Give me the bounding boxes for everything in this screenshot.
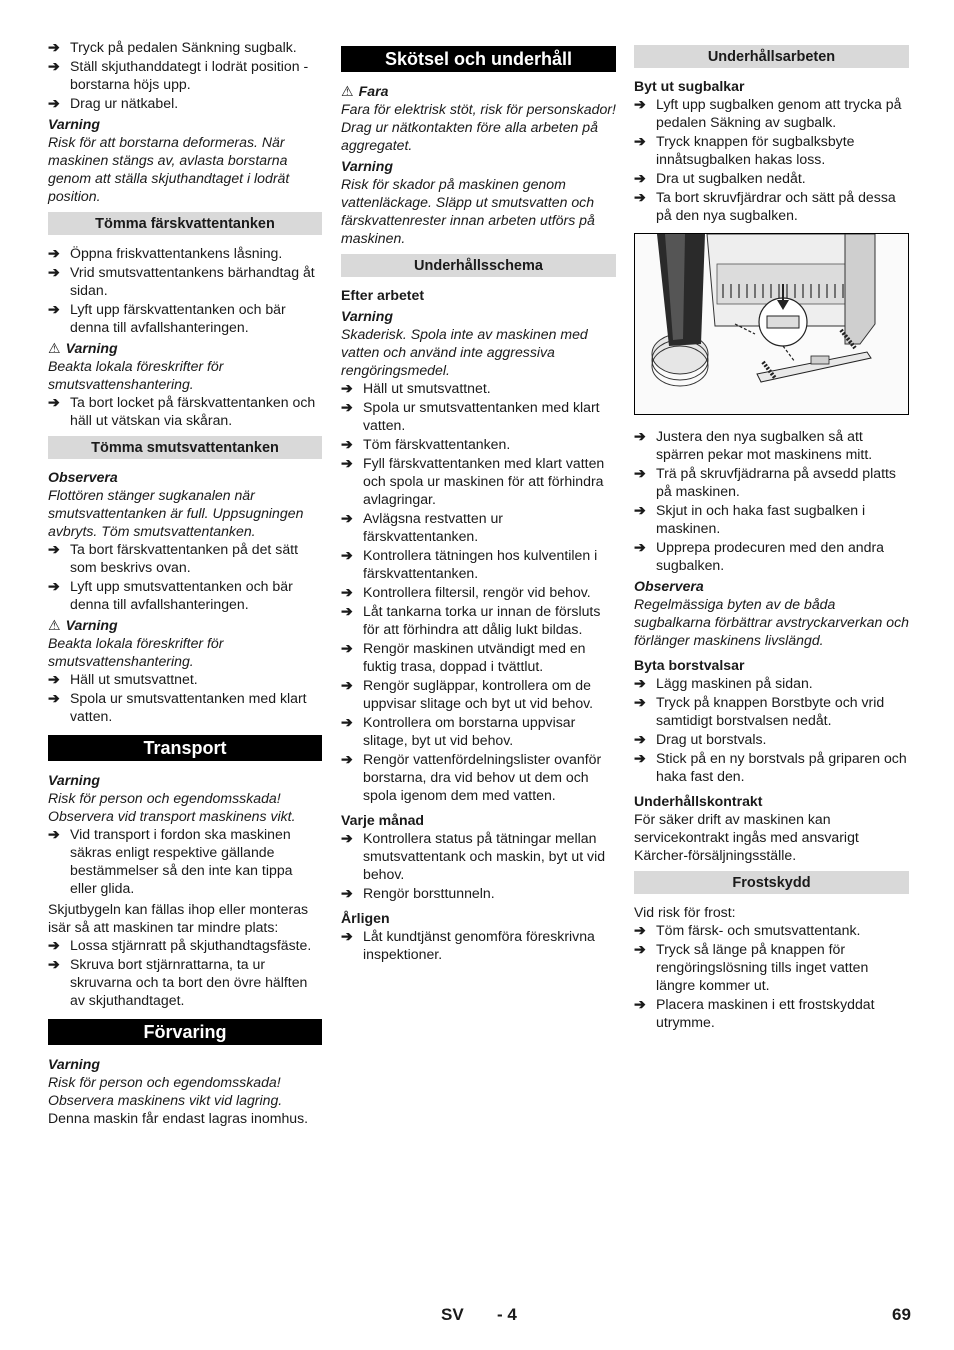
- arrow-right-icon: ➔: [48, 690, 60, 706]
- list-item-text: Lossa stjärnratt på skjuthandtagsfäste.: [70, 937, 312, 953]
- warning-text: Risk för person och egendomsskada! Observera maskinens vikt vid lagring.: [48, 1074, 283, 1108]
- list-item-text: Ta bort locket på färskvattentanken och häll ut vätskan via skåran.: [70, 394, 316, 428]
- arrow-right-icon: ➔: [341, 380, 353, 396]
- warning-heading: [48, 339, 322, 357]
- subheading-replace-squeegee: Byt ut sugbalkar: [634, 78, 745, 94]
- list-item: [634, 132, 909, 168]
- list-item-text: Rengör maskinen utvändigt med en fuktig trasa, doppad i tvättlut.: [363, 640, 586, 674]
- section-heading-schedule: Underhållsschema: [341, 254, 616, 277]
- footer-page-number: 69: [892, 1305, 911, 1324]
- list-item: [634, 464, 909, 500]
- warning-triangle-icon: ⚠: [48, 617, 61, 633]
- subheading-after-work: Efter arbetet: [341, 287, 425, 303]
- note-text: Flottören stänger sugkanalen när smutsvattentanken är full. Uppsugningen avbryts. Töm smutsvattentanken.: [48, 487, 304, 539]
- list-item: [48, 689, 322, 725]
- list-item: [634, 995, 909, 1031]
- list-item: [48, 825, 322, 897]
- arrow-right-icon: ➔: [341, 510, 353, 526]
- frost-steps: [634, 921, 909, 1031]
- squeegee-illustration: [634, 233, 909, 415]
- arrow-right-icon: ➔: [634, 694, 646, 710]
- warning-heading: [48, 616, 322, 634]
- list-item: [341, 639, 616, 675]
- list-item: [634, 169, 909, 187]
- list-item-text: Stick på en ny borstvals på griparen och haka fast den.: [656, 750, 907, 784]
- list-item-text: Fyll färskvattentanken med klart vatten och spola ur maskinen för att förhindra avlagringar.: [363, 455, 605, 507]
- list-item: [48, 263, 322, 299]
- subheading-replace-brush: Byta borstvalsar: [634, 657, 745, 673]
- list-item-text: Avlägsna restvatten ur färskvattentanken.: [363, 510, 503, 544]
- list-item: [341, 927, 616, 963]
- warning-label: Varning: [341, 308, 393, 324]
- list-item-text: Tryck på knappen Borstbyte och vrid samtidigt borstvalsen nedåt.: [656, 694, 885, 728]
- intro-steps: [48, 38, 322, 112]
- arrow-right-icon: ➔: [341, 399, 353, 415]
- list-item: [634, 427, 909, 463]
- warning-triangle-icon: ⚠: [341, 83, 354, 99]
- arrow-right-icon: ➔: [48, 541, 60, 557]
- list-item-text: Trä på skruvfjädrarna på avsedd platts på maskinen.: [656, 465, 896, 499]
- list-item: [48, 244, 322, 262]
- list-item: [634, 538, 909, 574]
- after-work-steps: [341, 379, 616, 804]
- arrow-right-icon: ➔: [341, 547, 353, 563]
- list-item: [48, 94, 322, 112]
- list-item: [634, 940, 909, 994]
- arrow-right-icon: ➔: [48, 95, 60, 111]
- arrow-right-icon: ➔: [634, 96, 646, 112]
- list-item-text: Skruva bort stjärnrattarna, ta ur skruvarna och ta bort den övre hälften av skjuthandtaget.: [70, 956, 308, 1008]
- list-item-text: Lyft upp sugbalken genom att trycka på pedalen Säkning av sugbalk.: [656, 96, 902, 130]
- arrow-right-icon: ➔: [341, 830, 353, 846]
- list-item-text: Drag ur nätkabel.: [70, 95, 179, 111]
- list-item-text: Rengör vattenfördelningslister ovanför borstarna, dra vid behov ut dem och spola igenom dem med vatten.: [363, 751, 602, 803]
- list-item-text: Tryck på pedalen Sänkning sugbalk.: [70, 39, 297, 55]
- warning-text: Risk för att borstarna deformeras. När maskinen stängs av, avlasta borstarna genom att ställa skjuthandtaget i lodrät position.: [48, 134, 290, 204]
- list-item-text: Justera den nya sugbalken så att spärren pekar mot maskinens mitt.: [656, 428, 873, 462]
- list-item-text: Kontrollera tätningen hos kulventilen i färskvattentanken.: [363, 547, 598, 581]
- subheading-monthly: Varje månad: [341, 812, 425, 828]
- footer-page-sub: - 4: [497, 1305, 517, 1324]
- arrow-right-icon: ➔: [634, 539, 646, 555]
- arrow-right-icon: ➔: [634, 996, 646, 1012]
- arrow-right-icon: ➔: [634, 502, 646, 518]
- list-item-text: Ta bort färskvattentanken på det sätt som beskrivs ovan.: [70, 541, 298, 575]
- list-item: [341, 713, 616, 749]
- list-item: [48, 57, 322, 93]
- squeegee-steps-2: [634, 427, 909, 574]
- list-item-text: Kontrollera filtersil, rengör vid behov.: [363, 584, 591, 600]
- list-item-text: Kontrollera status på tätningar mellan smutsvattentank och maskin, byt ut vid behov.: [363, 830, 606, 882]
- arrow-right-icon: ➔: [634, 465, 646, 481]
- list-item-text: Lägg maskinen på sidan.: [656, 675, 813, 691]
- arrow-right-icon: ➔: [341, 751, 353, 767]
- section-heading-empty-dirty-water: Tömma smutsvattentanken: [48, 436, 322, 459]
- danger-text: Fara för elektrisk stöt, risk för personskador!: [341, 101, 616, 117]
- list-item-text: Låt tankarna torka ur innan de försluts för att förhindra att dålig lukt bildas.: [363, 603, 601, 637]
- arrow-right-icon: ➔: [48, 264, 60, 280]
- warning-label: Varning: [65, 340, 118, 356]
- squeegee-steps: [634, 95, 909, 224]
- list-item: [48, 955, 322, 1009]
- arrow-right-icon: ➔: [634, 750, 646, 766]
- list-item: [341, 676, 616, 712]
- list-item: [634, 921, 909, 939]
- arrow-right-icon: ➔: [48, 39, 60, 55]
- arrow-right-icon: ➔: [48, 245, 60, 261]
- list-item-text: Töm färsk- och smutsvattentank.: [656, 922, 861, 938]
- subheading-yearly: Årligen: [341, 910, 390, 926]
- warning-label: Varning: [48, 772, 100, 788]
- list-item-text: Skjut in och haka fast sugbalken i maskinen.: [656, 502, 866, 536]
- list-item: [634, 501, 909, 537]
- arrow-right-icon: ➔: [48, 937, 60, 953]
- list-item: [341, 546, 616, 582]
- arrow-right-icon: ➔: [341, 640, 353, 656]
- warning-label: Varning: [65, 617, 118, 633]
- list-item-text: Lyft upp smutsvattentanken och bär denna till avfallshanteringen.: [70, 578, 293, 612]
- arrow-right-icon: ➔: [341, 677, 353, 693]
- list-item: [341, 454, 616, 508]
- list-item-text: Vid transport i fordon ska maskinen säkras enligt respektive gällande bestämmelser så den inte kan tippa eller glida.: [70, 826, 293, 896]
- list-item-text: Kontrollera om borstarna uppvisar slitage, byt ut vid behov.: [363, 714, 576, 748]
- list-item: [341, 750, 616, 804]
- list-item: [634, 95, 909, 131]
- frost-text: Vid risk för frost:: [634, 904, 736, 920]
- arrow-right-icon: ➔: [48, 58, 60, 74]
- footer-language: SV: [441, 1305, 464, 1324]
- list-item-text: Spola ur smutsvattentanken med klart vatten.: [70, 690, 307, 724]
- warning-text: Risk för skador på maskinen genom vattenläckage. Släpp ut smutsvatten och färskvattenrester innan arbeten utförs på maskinen.: [341, 176, 595, 246]
- warning-label: Varning: [48, 116, 100, 132]
- list-item-text: Dra ut sugbalken nedåt.: [656, 170, 806, 186]
- list-item-text: Häll ut smutsvattnet.: [70, 671, 198, 687]
- list-item: [634, 188, 909, 224]
- list-item: [341, 435, 616, 453]
- section-heading-empty-fresh-water: Tömma färskvattentanken: [48, 212, 322, 235]
- arrow-right-icon: ➔: [341, 436, 353, 452]
- list-item-text: Tryck knappen för sugbalksbyte innåtsugbalken hakas loss.: [656, 133, 855, 167]
- danger-label: Fara: [358, 83, 389, 99]
- section-heading-frost: Frostskydd: [634, 871, 909, 894]
- list-item-text: Ta bort skruvfjärdrar och sätt på dessa på den nya sugbalken.: [656, 189, 896, 223]
- transport-steps-2: [48, 936, 322, 1009]
- list-item-text: Placera maskinen i ett frostskyddat utrymme.: [656, 996, 875, 1030]
- yearly-steps: [341, 927, 616, 963]
- arrow-right-icon: ➔: [48, 826, 60, 842]
- list-item: [48, 393, 322, 429]
- list-item-text: Häll ut smutsvattnet.: [363, 380, 491, 396]
- list-item-text: Rengör borsttunneln.: [363, 885, 495, 901]
- column-3: [634, 38, 909, 1032]
- list-item-text: Tryck så länge på knappen för rengöringslösning tills inget vatten längre kommer ut.: [656, 941, 869, 993]
- list-item-text: Lyft upp färskvattentanken och bär denna till avfallshanteringen.: [70, 301, 286, 335]
- subheading-service-contract: Underhållskontrakt: [634, 793, 763, 809]
- list-item-text: Spola ur smutsvattentanken med klart vatten.: [363, 399, 600, 433]
- list-item: [341, 602, 616, 638]
- brush-steps: [634, 674, 909, 785]
- list-item-text: Låt kundtjänst genomföra föreskrivna inspektioner.: [363, 928, 595, 962]
- warning-text: Skaderisk. Spola inte av maskinen med vatten och använd inte aggressiva rengöringsmedel.: [341, 326, 588, 378]
- list-item: [48, 577, 322, 613]
- list-item: [48, 936, 322, 954]
- warning-label: Varning: [341, 158, 393, 174]
- note-text: Regelmässiga byten av de båda sugbalkarna förbättrar avstryckarverkan och förlänger maskinens livslängd.: [634, 596, 909, 648]
- arrow-right-icon: ➔: [341, 455, 353, 471]
- arrow-right-icon: ➔: [634, 675, 646, 691]
- column-2: [341, 38, 616, 964]
- column-1: [48, 38, 322, 1127]
- fresh-water-steps: [48, 244, 322, 336]
- arrow-right-icon: ➔: [341, 928, 353, 944]
- list-item: [634, 674, 909, 692]
- section-heading-maintenance-work: Underhållsarbeten: [634, 45, 909, 68]
- warning-triangle-icon: ⚠: [48, 340, 61, 356]
- arrow-right-icon: ➔: [341, 584, 353, 600]
- list-item: [634, 749, 909, 785]
- warning-text: Beakta lokala föreskrifter för smutsvattenshantering.: [48, 358, 224, 392]
- arrow-right-icon: ➔: [48, 671, 60, 687]
- list-item: [48, 300, 322, 336]
- section-heading-transport: Transport: [48, 735, 322, 761]
- list-item: [48, 670, 322, 688]
- section-heading-care: Skötsel och underhåll: [341, 46, 616, 72]
- list-item-text: Drag ut borstvals.: [656, 731, 767, 747]
- arrow-right-icon: ➔: [634, 428, 646, 444]
- storage-text: Denna maskin får endast lagras inomhus.: [48, 1110, 309, 1126]
- transport-text: Skjutbygeln kan fällas ihop eller monteras isär så att maskinen tar mindre plats:: [48, 901, 309, 935]
- arrow-right-icon: ➔: [634, 133, 646, 149]
- list-item: [634, 693, 909, 729]
- list-item: [341, 884, 616, 902]
- list-item: [48, 540, 322, 576]
- arrow-right-icon: ➔: [48, 301, 60, 317]
- service-contract-text: För säker drift av maskinen kan servicekontrakt ingås med ansvarigt Kärcher-försäljningsställe.: [634, 811, 859, 863]
- arrow-right-icon: ➔: [48, 578, 60, 594]
- arrow-right-icon: ➔: [634, 941, 646, 957]
- fresh-water-steps-2: [48, 393, 322, 429]
- dirty-water-steps-2: [48, 670, 322, 725]
- list-item-text: Vrid smutsvattentankens bärhandtag åt sidan.: [70, 264, 315, 298]
- list-item: [341, 583, 616, 601]
- list-item-text: Töm färskvattentanken.: [363, 436, 511, 452]
- arrow-right-icon: ➔: [48, 394, 60, 410]
- danger-heading: [341, 82, 616, 100]
- dirty-water-steps: [48, 540, 322, 613]
- monthly-steps: [341, 829, 616, 902]
- arrow-right-icon: ➔: [634, 170, 646, 186]
- list-item: [341, 829, 616, 883]
- list-item-text: Ställ skjuthanddategt i lodrät position - borstarna höjs upp.: [70, 58, 309, 92]
- list-item-text: Öppna friskvattentankens låsning.: [70, 245, 283, 261]
- list-item: [341, 509, 616, 545]
- arrow-right-icon: ➔: [341, 603, 353, 619]
- note-label: Observera: [48, 469, 118, 485]
- section-heading-storage: Förvaring: [48, 1019, 322, 1045]
- arrow-right-icon: ➔: [634, 189, 646, 205]
- warning-text: Risk för person och egendomsskada! Observera vid transport maskinens vikt.: [48, 790, 296, 824]
- note-label: Observera: [634, 578, 704, 594]
- arrow-right-icon: ➔: [341, 714, 353, 730]
- list-item: [341, 379, 616, 397]
- danger-text-2: Drag ur nätkontakten före alla arbeten på aggregatet.: [341, 119, 598, 153]
- transport-steps: [48, 825, 322, 897]
- list-item: [341, 398, 616, 434]
- warning-text: Beakta lokala föreskrifter för smutsvattenshantering.: [48, 635, 224, 669]
- list-item: [48, 38, 322, 56]
- arrow-right-icon: ➔: [341, 885, 353, 901]
- arrow-right-icon: ➔: [634, 922, 646, 938]
- list-item-text: Rengör sugläppar, kontrollera om de uppvisar slitage och byt ut vid behov.: [363, 677, 594, 711]
- warning-label: Varning: [48, 1056, 100, 1072]
- list-item: [634, 730, 909, 748]
- list-item-text: Upprepa prodecuren med den andra sugbalken.: [656, 539, 885, 573]
- arrow-right-icon: ➔: [634, 731, 646, 747]
- arrow-right-icon: ➔: [48, 956, 60, 972]
